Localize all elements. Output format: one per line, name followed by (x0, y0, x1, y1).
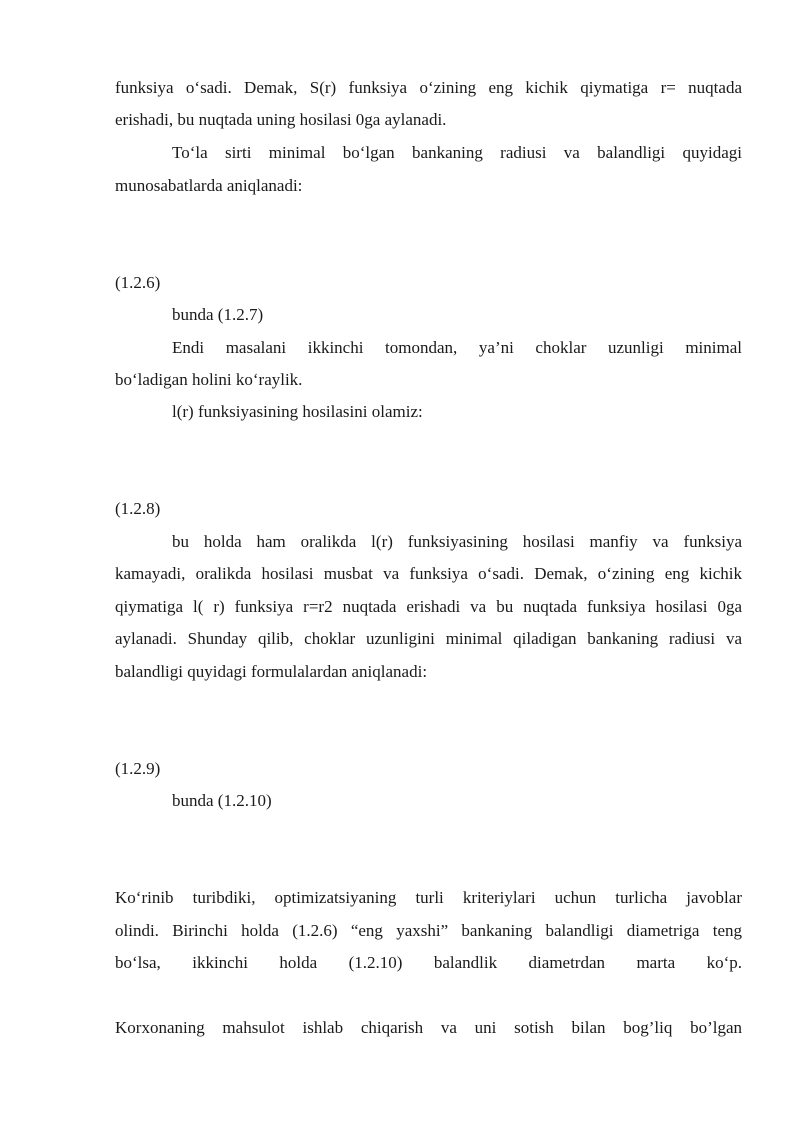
text-line: aylanadi. Shunday qilib, choklar uzunligini minimal qiladigan bankaning radiusi va (115, 629, 742, 648)
text-line: munosabatlarda aniqlanadi: (115, 176, 303, 195)
text-line: Korxonaning mahsulot ishlab chiqarish va uni sotish bilan bog’liq bo’lgan (115, 1018, 742, 1037)
equation-number: (1.2.8) (115, 499, 161, 518)
text-line: olindi. Birinchi holda (1.2.6) “eng yaxshi” bankaning balandligi diametriga teng (115, 921, 742, 940)
text-line: balandligi quyidagi formulalardan aniqlanadi: (115, 662, 428, 681)
text-line: erishadi, bu nuqtada uning hosilasi 0ga aylanadi. (115, 110, 447, 129)
equation-number: (1.2.9) (115, 759, 161, 778)
text-line: l(r) funksiyasining hosilasini olamiz: (172, 402, 423, 421)
text-line: bunda (1.2.10) (172, 791, 272, 810)
text-line: bo‘lsa, ikkinchi holda (1.2.10) balandlik diametrdan marta ko‘p. (115, 953, 742, 972)
text-line: bo‘ladigan holini ko‘raylik. (115, 370, 303, 389)
text-line: Ko‘rinib turibdiki, optimizatsiyaning turli kriteriylari uchun turlicha javoblar (115, 888, 742, 907)
text-line: bu holda ham oralikda l(r) funksiyasining hosilasi manfiy va funksiya (172, 532, 742, 551)
text-line: bunda (1.2.7) (172, 305, 264, 324)
equation-number: (1.2.6) (115, 273, 161, 292)
text-line: funksiya o‘sadi. Demak, S(r) funksiya o‘zining eng kichik qiymatiga r= nuqtada (115, 78, 742, 97)
text-line: kamayadi, oralikda hosilasi musbat va funksiya o‘sadi. Demak, o‘zining eng kichik (115, 564, 742, 583)
text-line: qiymatiga l( r) funksiya r=r2 nuqtada erishadi va bu nuqtada funksiya hosilasi 0ga (115, 597, 742, 616)
text-line: Endi masalani ikkinchi tomondan, ya’ni choklar uzunligi minimal (172, 338, 742, 357)
text-line: To‘la sirti minimal bo‘lgan bankaning radiusi va balandligi quyidagi (172, 143, 742, 162)
